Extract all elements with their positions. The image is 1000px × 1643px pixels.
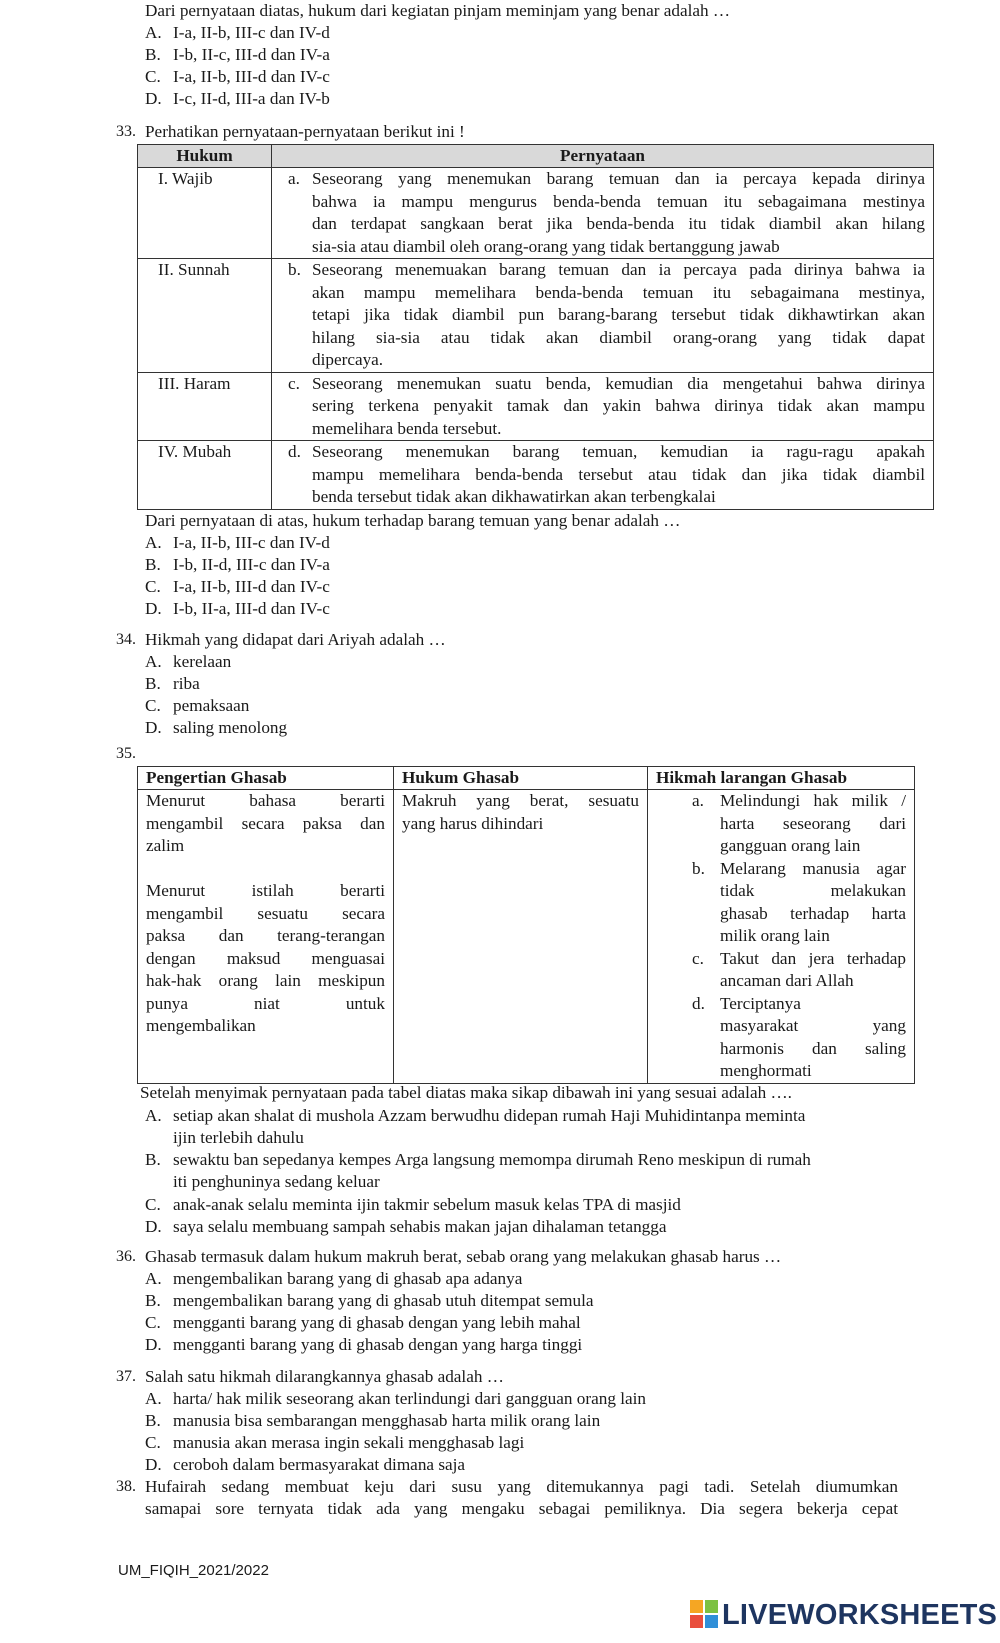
q33-statement-cell: [272, 441, 934, 510]
pengertian-line: mengambil secara paksa dan: [146, 813, 385, 833]
hukum-line: Makruh yang berat, sesuatu: [402, 791, 639, 810]
hikmah-line: ghasab terhadap harta: [720, 903, 906, 923]
q35-table-body: [138, 790, 915, 1084]
statement-line: Seseorang menemuakan barang temuan dan ia percaya pada dirinya bahwa ia: [312, 260, 925, 279]
q33-statement-cell: [272, 259, 934, 373]
hikmah-line: Takut dan jera terhadap: [720, 948, 906, 968]
q33-option-b: B. I-b, II-d, III-c dan IV-a: [145, 555, 330, 574]
hikmah-line: tidak melakukan: [720, 881, 906, 900]
q37-option-d: D. ceroboh dalam bermasyarakat dimana saja: [145, 1455, 466, 1474]
statement-letter: b.: [288, 260, 301, 279]
hikmah-line: Terciptanya: [720, 993, 801, 1013]
q33-header-pernyataan: Pernyataan: [272, 145, 934, 168]
statement-text: [312, 441, 925, 509]
pengertian-line: Menurut bahasa berarti: [146, 791, 385, 810]
q34-option-c: C. pemaksaan: [145, 696, 250, 715]
q33-hukum-cell: IV. Mubah: [138, 441, 272, 510]
q33-statement-cell: [272, 168, 934, 259]
q34-number: 34.: [116, 631, 136, 648]
q33-table-header: [138, 145, 934, 168]
q33-hukum-cell: II. Sunnah: [138, 259, 272, 373]
q36-stem: Ghasab termasuk dalam hukum makruh berat, sebab orang yang melakukan ghasab harus …: [145, 1247, 782, 1266]
hikmah-item: [656, 948, 906, 993]
q33-row-mubah: [138, 441, 934, 510]
hikmah-line: ancaman dari Allah: [720, 971, 854, 990]
q32-option-d: D. I-c, II-d, III-a dan IV-b: [145, 89, 330, 108]
q37-option-a: A. harta/ hak milik seseorang akan terlindungi dari gangguan orang lain: [145, 1389, 646, 1408]
hikmah-line: harmonis dan saling: [720, 1038, 906, 1058]
q37-number: 37.: [116, 1368, 136, 1385]
hikmah-item: [656, 790, 906, 858]
hikmah-line: menghormati: [720, 1061, 812, 1080]
statement-line: dan terdapat sangkaan berat jika benda-benda itu tidak diambil akan hilang: [312, 214, 925, 233]
q35-option-d: D. saya selalu membuang sampah sehabis makan jajan dihalaman tetangga: [145, 1217, 667, 1236]
statement-line: sering terkena penyakit tamak dan yakin bahwa dirinya tidak akan mampu: [312, 396, 925, 415]
q37-option-b: B. manusia bisa sembarangan mengghasab harta milik orang lain: [145, 1411, 601, 1430]
statement-letter: a.: [288, 169, 300, 188]
hikmah-text: [720, 993, 906, 1083]
q35-header-hikmah: Hikmah larangan Ghasab: [648, 767, 915, 790]
option-line: A. setiap akan shalat di mushola Azzam berwudhu didepan rumah Haji Muhidintanpa meminta: [145, 1106, 806, 1125]
q33-hukum-cell: I. Wajib: [138, 168, 272, 259]
statement-line: tetapi jika tidak diambil pun barang-barang tersebut tidak dikhawtirkan akan: [312, 305, 925, 324]
statement-line: dipercaya.: [312, 350, 384, 369]
q38-text: [145, 1476, 898, 1520]
pengertian-line: hak-hak orang lain meskipun: [146, 971, 385, 990]
statement-line: hilang sia-sia atau tidak akan diambil orang-orang yang tidak dapat: [312, 327, 925, 347]
q32-stem: Dari pernyataan diatas, hukum dari kegiatan pinjam meminjam yang benar adalah …: [145, 1, 731, 20]
q32-option-b: B. I-b, II-c, III-d dan IV-a: [145, 45, 330, 64]
q33-option-a: A. I-a, II-b, III-c dan IV-d: [145, 533, 330, 552]
liveworksheets-logo-text: LIVEWORKSHEETS: [722, 1598, 998, 1631]
hikmah-letter: c.: [692, 948, 704, 968]
liveworksheets-logo-icon: [690, 1600, 720, 1630]
q36-option-d: D. mengganti barang yang di ghasab dengan yang harga tinggi: [145, 1335, 583, 1354]
q35-table-header: [138, 767, 915, 790]
statement-line: Seseorang yang menemukan barang temuan dan ia percaya kepada dirinya: [312, 169, 925, 188]
statement-line: memelihara benda tersebut.: [312, 418, 502, 438]
q35-header-hukum: Hukum Ghasab: [394, 767, 648, 790]
q33-statement-cell: [272, 372, 934, 441]
q33-row-wajib: [138, 168, 934, 259]
hikmah-item: [656, 993, 906, 1083]
hikmah-line: milik orang lain: [720, 926, 830, 945]
q35-pengertian-cell: [138, 790, 394, 1084]
q33-option-d: D. I-b, II-a, III-d dan IV-c: [145, 599, 330, 618]
q38-line: Hufairah sedang membuat keju dari susu yang ditemukannya pagi tadi. Setelah diumumkan: [145, 1477, 898, 1496]
q33-row-haram: [138, 372, 934, 441]
pengertian-line: punya niat untuk: [146, 993, 385, 1013]
q34-stem: Hikmah yang didapat dari Ariyah adalah …: [145, 630, 446, 649]
statement-letter: d.: [288, 442, 301, 461]
option-line: ijin terlebih dahulu: [173, 1128, 304, 1147]
hikmah-text: [720, 948, 906, 993]
hikmah-letter: d.: [692, 993, 705, 1013]
liveworksheets-logo[interactable]: [690, 1598, 997, 1632]
q34-option-b: B. riba: [145, 674, 200, 693]
statement-text: [312, 168, 925, 258]
statement-line: sia-sia atau diambil oleh orang-orang yang tidak bertanggung jawab: [312, 236, 780, 256]
q35-hukum-cell: [394, 790, 648, 1084]
q38-line: samapai sore ternyata tidak ada yang mengaku sebagai pemiliknya. Dia segera bekerja cepat: [145, 1499, 898, 1518]
q35-number: 35.: [116, 745, 136, 762]
q34-option-d: D. saling menolong: [145, 718, 288, 737]
pengertian-line: Menurut istilah berarti: [146, 881, 385, 900]
hukum-line: yang harus dihindari: [402, 813, 544, 833]
q35-stem: Setelah menyimak pernyataan pada tabel diatas maka sikap dibawah ini yang sesuai adalah ….: [140, 1083, 792, 1102]
option-line: iti penghuninya sedang keluar: [173, 1172, 380, 1191]
q36-option-a: A. mengembalikan barang yang di ghasab apa adanya: [145, 1269, 523, 1288]
hikmah-line: Melarang manusia agar: [720, 858, 906, 878]
statement-letter: c.: [288, 373, 300, 393]
hikmah-item: [656, 858, 906, 948]
q35-option-c: C. anak-anak selalu meminta ijin takmir sebelum masuk kelas TPA di masjid: [145, 1195, 681, 1214]
pengertian-line: dengan maksud menguasai: [146, 948, 385, 968]
q35-table: [137, 766, 915, 1084]
q33-stem: Perhatikan pernyataan-pernyataan berikut ini !: [145, 122, 465, 141]
hikmah-line: Melindungi hak milik /: [720, 791, 906, 810]
statement-line: benda tersebut tidak akan dikhawatirkan akan terbengkalai: [312, 487, 716, 506]
spacer: [146, 858, 385, 881]
option-line: B. sewaktu ban sepedanya kempes Arga langsung memompa dirumah Reno meskipun di rumah: [145, 1150, 811, 1169]
statement-line: akan mampu memelihara benda-benda temuan itu sebagaimana mestinya,: [312, 282, 925, 302]
q35-hikmah-cell: [648, 790, 915, 1084]
pengertian-line: mengambil sesuatu secara: [146, 903, 385, 923]
pengertian-line: paksa dan terang-terangan: [146, 926, 385, 945]
q36-number: 36.: [116, 1248, 136, 1265]
statement-line: Seseorang menemukan suatu benda, kemudian dia mengetahui bahwa dirinya: [312, 373, 925, 393]
hikmah-text: [720, 790, 906, 858]
q37-option-c: C. manusia akan merasa ingin sekali mengghasab lagi: [145, 1433, 525, 1452]
q37-stem: Salah satu hikmah dilarangkannya ghasab adalah …: [145, 1367, 504, 1386]
hikmah-line: gangguan orang lain: [720, 836, 861, 855]
q33-hukum-cell: III. Haram: [138, 372, 272, 441]
q35-header-pengertian: Pengertian Ghasab: [138, 767, 394, 790]
q33-row-sunnah: [138, 259, 934, 373]
q36-option-b: B. mengembalikan barang yang di ghasab utuh ditempat semula: [145, 1291, 594, 1310]
statement-line: Seseorang menemukan barang temuan, kemudian ia ragu-ragu apakah: [312, 442, 925, 461]
pengertian-line: mengembalikan: [146, 1016, 256, 1035]
hikmah-line: masyarakat yang: [720, 1016, 906, 1035]
hikmah-letter: b.: [692, 858, 705, 878]
footer-code: UM_FIQIH_2021/2022: [118, 1562, 269, 1579]
statement-text: [312, 259, 925, 372]
q38-number: 38.: [116, 1478, 136, 1495]
q36-option-c: C. mengganti barang yang di ghasab dengan yang lebih mahal: [145, 1313, 581, 1332]
q33-number: 33.: [116, 123, 136, 140]
q33-after-stem: Dari pernyataan di atas, hukum terhadap barang temuan yang benar adalah …: [145, 511, 681, 530]
pengertian-line: zalim: [146, 836, 185, 855]
statement-line: bahwa ia mampu mengurus benda-benda temuan itu sebagaimana mestinya: [312, 191, 925, 211]
q32-option-c: C. I-a, II-b, III-d dan IV-c: [145, 67, 330, 86]
statement-line: mampu memelihara benda-benda tersebut atau tidak dan jika tidak diambil: [312, 464, 925, 484]
statement-text: [312, 373, 925, 441]
q33-header-hukum: Hukum: [138, 145, 272, 168]
q33-option-c: C. I-a, II-b, III-d dan IV-c: [145, 577, 330, 596]
q34-option-a: A. kerelaan: [145, 652, 232, 671]
hikmah-letter: a.: [692, 791, 704, 810]
q32-option-a: A. I-a, II-b, III-c dan IV-d: [145, 23, 330, 42]
q33-table: [137, 144, 934, 510]
hikmah-line: harta seseorang dari: [720, 813, 906, 833]
hikmah-text: [720, 858, 906, 948]
